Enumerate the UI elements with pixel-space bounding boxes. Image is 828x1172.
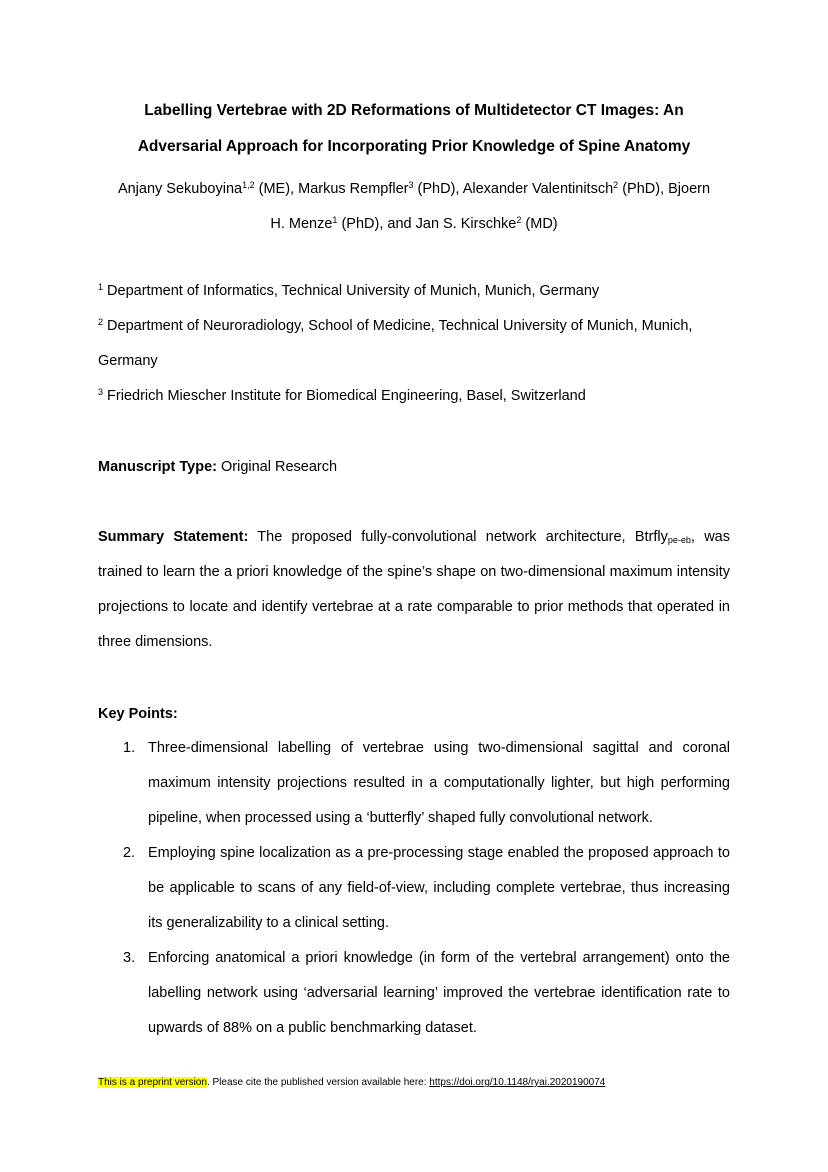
title-line-2: Adversarial Approach for Incorporating Prior Knowledge of Spine Anatomy — [137, 138, 691, 155]
key-point-number: 3. — [123, 950, 136, 966]
summary-subscript: pe-eb — [667, 535, 691, 545]
author-name: Jan S. Kirschke — [415, 216, 517, 232]
author-name: Markus Rempfler — [298, 181, 409, 197]
author-name: Alexander Valentinitsch — [462, 181, 614, 197]
author-line-2 — [98, 207, 730, 242]
paper-title — [98, 93, 730, 165]
affiliation-text: Friedrich Miescher Institute for Biomedical Engineering, Basel, Switzerland — [107, 388, 586, 404]
affiliation-number: 1 — [98, 282, 104, 292]
affiliation-2 — [98, 309, 730, 379]
key-point-text: Enforcing anatomical a priori knowledge (in form of the vertebral arrangement) onto the labelling network using ‘adversarial learning’ improved the vertebrae identification rate to upwards of 88% on a public benchmarking dataset. — [148, 950, 730, 1036]
author-affil-sup: 2 — [516, 215, 522, 225]
affiliation-text: Department of Neuroradiology, School of Medicine, Technical University of Munich, Munich, Germany — [98, 318, 693, 369]
key-point-number: 1. — [123, 740, 136, 756]
list-item — [98, 836, 730, 941]
footer-text: . Please cite the published version available here: — [206, 1077, 430, 1088]
affiliation-3 — [98, 379, 730, 414]
author-affil-sup: 1 — [332, 215, 338, 225]
author-degree: (PhD), Bjoern — [622, 181, 711, 197]
author-line-1 — [98, 172, 730, 207]
author-name: Anjany Sekuboyina — [117, 181, 243, 197]
author-degree: (MD) — [525, 216, 558, 232]
affiliation-text: Department of Informatics, Technical University of Munich, Munich, Germany — [107, 283, 600, 299]
list-item — [98, 731, 730, 836]
author-degree: (ME), — [258, 181, 295, 197]
summary-text-before: The proposed fully-convolutional network architecture, Btrfly — [257, 529, 668, 545]
affiliation-number: 3 — [98, 387, 104, 397]
doi-link[interactable]: https://doi.org/10.1148/ryai.2020190074 — [429, 1077, 606, 1088]
manuscript-type-value: Original Research — [221, 459, 338, 475]
preprint-footer — [98, 1076, 730, 1090]
key-point-text: Three-dimensional labelling of vertebrae using two-dimensional sagittal and coronal maximum intensity projections resulted in a computationally lighter, but high performing pipeline, when processed using a ‘butterfly’ shaped fully convolutional network. — [148, 740, 730, 826]
summary-statement — [98, 520, 730, 660]
title-line-1: Labelling Vertebrae with 2D Reformations of Multidetector CT Images: An — [144, 102, 684, 119]
author-name: H. Menze — [270, 216, 333, 232]
key-points-heading: Key Points: — [98, 706, 178, 722]
summary-label: Summary Statement: — [98, 529, 249, 545]
key-points-list — [98, 731, 730, 1046]
summary-text-after: , was trained to learn the a priori knowledge of the spine’s shape on two-dimensional maximum intensity projections to locate and identify vertebrae at a rate comparable to prior methods that operated in three dimensions. — [98, 529, 730, 650]
manuscript-type-label: Manuscript Type: — [98, 459, 217, 475]
list-item — [98, 941, 730, 1046]
author-affil-sup: 3 — [408, 180, 414, 190]
preprint-highlight: This is a preprint version — [98, 1077, 207, 1088]
author-list — [98, 172, 730, 242]
author-affil-sup: 1,2 — [242, 180, 255, 190]
manuscript-type — [98, 450, 730, 485]
affiliation-number: 2 — [98, 317, 104, 327]
author-degree: (PhD), and — [341, 216, 412, 232]
key-point-number: 2. — [123, 845, 136, 861]
author-degree: (PhD), — [417, 181, 460, 197]
author-affil-sup: 2 — [613, 180, 619, 190]
key-point-text: Employing spine localization as a pre-processing stage enabled the proposed approach to be applicable to scans of any field-of-view, including complete vertebrae, thus increasing its generalizability to a clinical setting. — [148, 845, 730, 931]
affiliation-1 — [98, 274, 730, 309]
